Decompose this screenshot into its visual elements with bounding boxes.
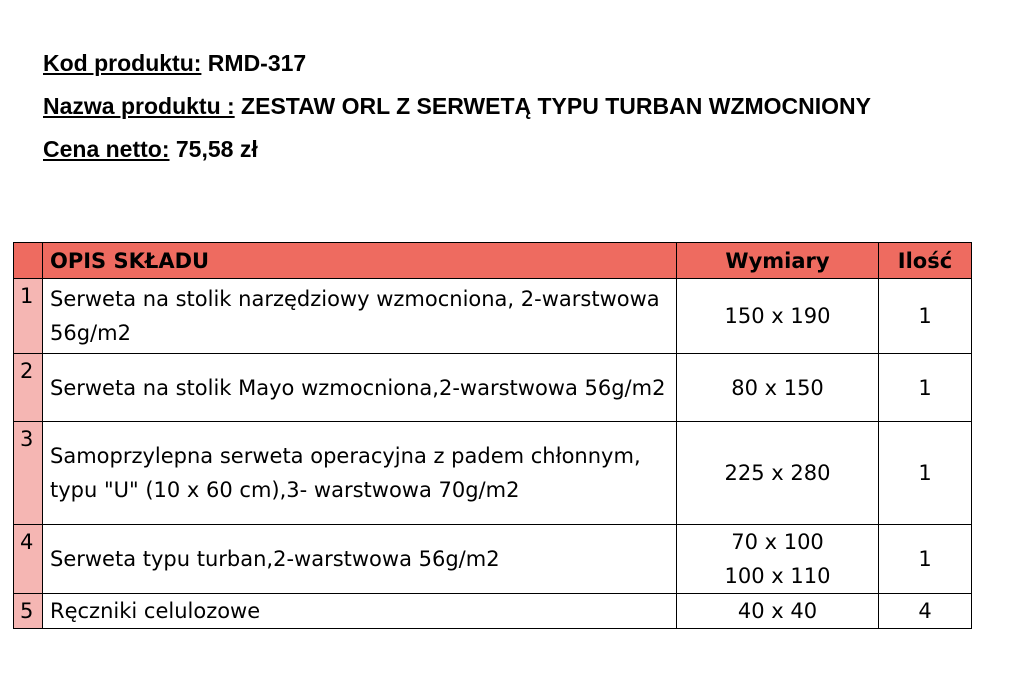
dimension-value: 70 x 100 <box>731 530 824 554</box>
row-dimensions <box>677 422 879 525</box>
row-quantity: 1 <box>879 354 972 422</box>
product-code-label: Kod produktu: <box>43 50 202 76</box>
dimension-value: 150 x 190 <box>724 304 831 328</box>
row-quantity: 1 <box>879 279 972 354</box>
product-name-line <box>43 89 943 123</box>
row-dimensions <box>677 279 879 354</box>
header-description: OPIS SKŁADU <box>43 243 677 279</box>
table-row <box>14 594 972 629</box>
header-num <box>14 243 43 279</box>
row-number: 5 <box>14 594 43 629</box>
dimension-value: 225 x 280 <box>724 461 831 485</box>
dimension-value: 100 x 110 <box>724 564 831 588</box>
table-body <box>14 279 972 629</box>
composition-table <box>13 242 972 629</box>
row-description: Serweta na stolik narzędziowy wzmocniona, 2-warstwowa 56g/m2 <box>43 279 677 354</box>
product-price-label: Cena netto: <box>43 136 170 162</box>
row-description: Ręczniki celulozowe <box>43 594 677 629</box>
product-header <box>43 46 943 166</box>
table-row <box>14 354 972 422</box>
product-price-line <box>43 132 943 166</box>
table-row <box>14 525 972 594</box>
product-name-label: Nazwa produktu : <box>43 93 235 119</box>
row-description: Serweta typu turban,2-warstwowa 56g/m2 <box>43 525 677 594</box>
row-dimensions <box>677 594 879 629</box>
row-quantity: 1 <box>879 422 972 525</box>
header-quantity: Ilość <box>879 243 972 279</box>
row-quantity: 4 <box>879 594 972 629</box>
row-quantity: 1 <box>879 525 972 594</box>
header-dimensions: Wymiary <box>677 243 879 279</box>
row-number: 1 <box>14 279 43 354</box>
dimension-value: 80 x 150 <box>731 375 824 400</box>
product-code-value: RMD-317 <box>201 50 307 76</box>
row-dimensions <box>677 525 879 594</box>
table-header-row <box>14 243 972 279</box>
row-description: Serweta na stolik Mayo wzmocniona,2-warstwowa 56g/m2 <box>43 354 677 422</box>
row-number: 2 <box>14 354 43 422</box>
product-code-line <box>43 46 943 80</box>
product-price-value: 75,58 zł <box>169 136 258 162</box>
table-row <box>14 279 972 354</box>
row-dimensions <box>677 354 879 422</box>
row-description: Samoprzylepna serweta operacyjna z padem chłonnym, typu "U" (10 x 60 cm),3- warstwowa 70g/m2 <box>43 422 677 525</box>
table-row <box>14 422 972 525</box>
row-number: 4 <box>14 525 43 594</box>
product-name-value: ZESTAW ORL Z SERWETĄ TYPU TURBAN WZMOCNIONY <box>234 93 871 119</box>
row-number: 3 <box>14 422 43 525</box>
dimension-value: 40 x 40 <box>737 599 818 623</box>
